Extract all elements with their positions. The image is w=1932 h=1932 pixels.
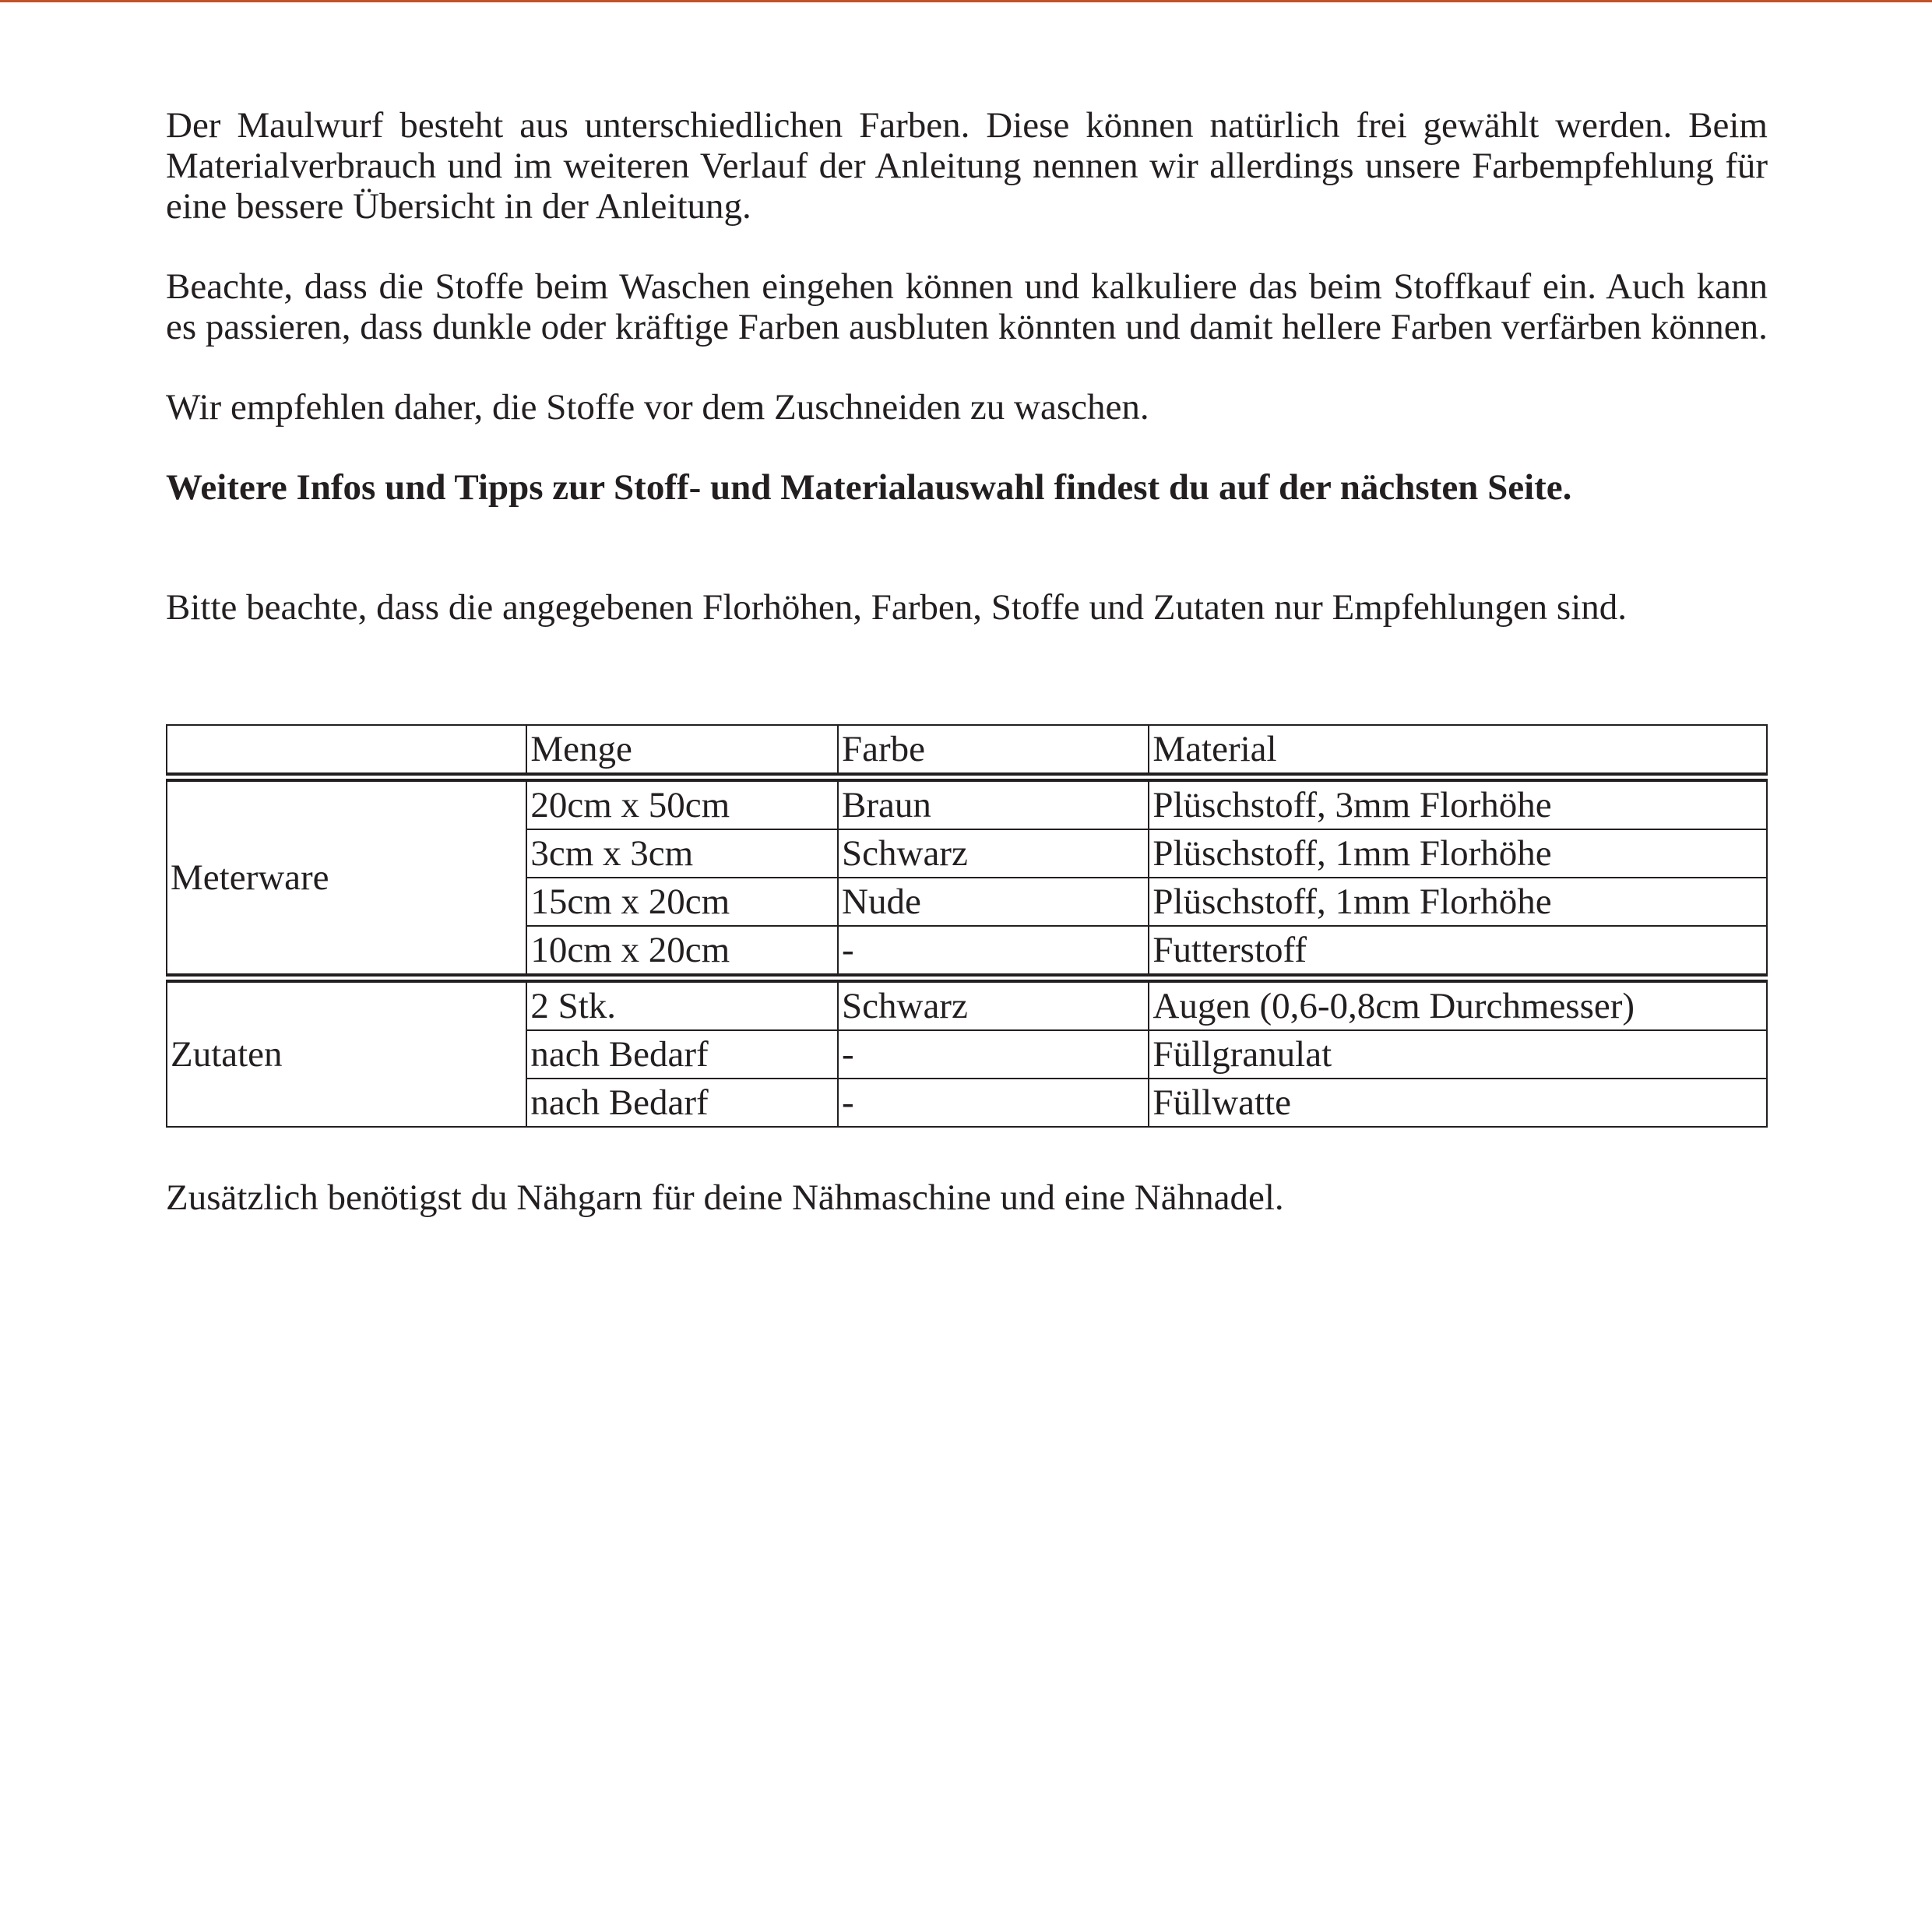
materials-table (166, 724, 1768, 1128)
cell-menge: 2 Stk. (526, 978, 838, 1030)
cell-menge: 3cm x 3cm (526, 829, 838, 878)
intro-paragraph-colors: Der Maulwurf besteht aus unterschiedlichen Farben. Diese können natürlich frei gewählt werden. Beim Materialverbrauch und im weiteren Verlauf der Anleitung nennen wir allerdings unsere Farbempfehlung für eine bessere Übersicht in der Anleitung. (166, 105, 1768, 227)
cell-material: Futterstoff (1149, 926, 1767, 978)
cell-farbe: - (838, 1030, 1149, 1079)
cell-material: Plüschstoff, 1mm Florhöhe (1149, 878, 1767, 926)
footer-note: Zusätzlich benötigst du Nähgarn für deine Nähmaschine und eine Nähnadel. (166, 1177, 1284, 1218)
cell-farbe: Schwarz (838, 978, 1149, 1030)
header-cell-menge: Menge (526, 725, 838, 777)
cell-farbe: Braun (838, 777, 1149, 829)
cell-menge: 15cm x 20cm (526, 878, 838, 926)
table-header-row (167, 725, 1767, 777)
cell-farbe: Nude (838, 878, 1149, 926)
cell-farbe: - (838, 926, 1149, 978)
group-label-zutaten: Zutaten (167, 978, 526, 1127)
cell-farbe: - (838, 1079, 1149, 1127)
cell-menge: nach Bedarf (526, 1030, 838, 1079)
intro-paragraph-next-page-hint: Weitere Infos und Tipps zur Stoff- und Materialauswahl findest du auf der nächsten Seite. (166, 467, 1572, 508)
page-content (166, 105, 1768, 1218)
cell-menge: 10cm x 20cm (526, 926, 838, 978)
top-accent-rule (0, 0, 1932, 2)
cell-material: Füllgranulat (1149, 1030, 1767, 1079)
cell-farbe: Schwarz (838, 829, 1149, 878)
header-cell-empty (167, 725, 526, 777)
table-row (167, 978, 1767, 1030)
intro-paragraph-disclaimer: Bitte beachte, dass die angegebenen Florhöhen, Farben, Stoffe und Zutaten nur Empfehlungen sind. (166, 587, 1628, 628)
cell-menge: 20cm x 50cm (526, 777, 838, 829)
table-row (167, 777, 1767, 829)
group-label-meterware: Meterware (167, 777, 526, 978)
intro-paragraph-washing: Beachte, dass die Stoffe beim Waschen eingehen können und kalkuliere das beim Stoffkauf ein. Auch kann es passieren, dass dunkle oder kräftige Farben ausbluten könnten und damit hellere Farben verfärben können. (166, 266, 1768, 347)
cell-menge: nach Bedarf (526, 1079, 838, 1127)
header-cell-material: Material (1149, 725, 1767, 777)
cell-material: Plüschstoff, 3mm Florhöhe (1149, 777, 1767, 829)
cell-material: Plüschstoff, 1mm Florhöhe (1149, 829, 1767, 878)
intro-paragraph-recommendation: Wir empfehlen daher, die Stoffe vor dem Zuschneiden zu waschen. (166, 387, 1149, 428)
header-cell-farbe: Farbe (838, 725, 1149, 777)
cell-material: Füllwatte (1149, 1079, 1767, 1127)
cell-material: Augen (0,6-0,8cm Durchmesser) (1149, 978, 1767, 1030)
